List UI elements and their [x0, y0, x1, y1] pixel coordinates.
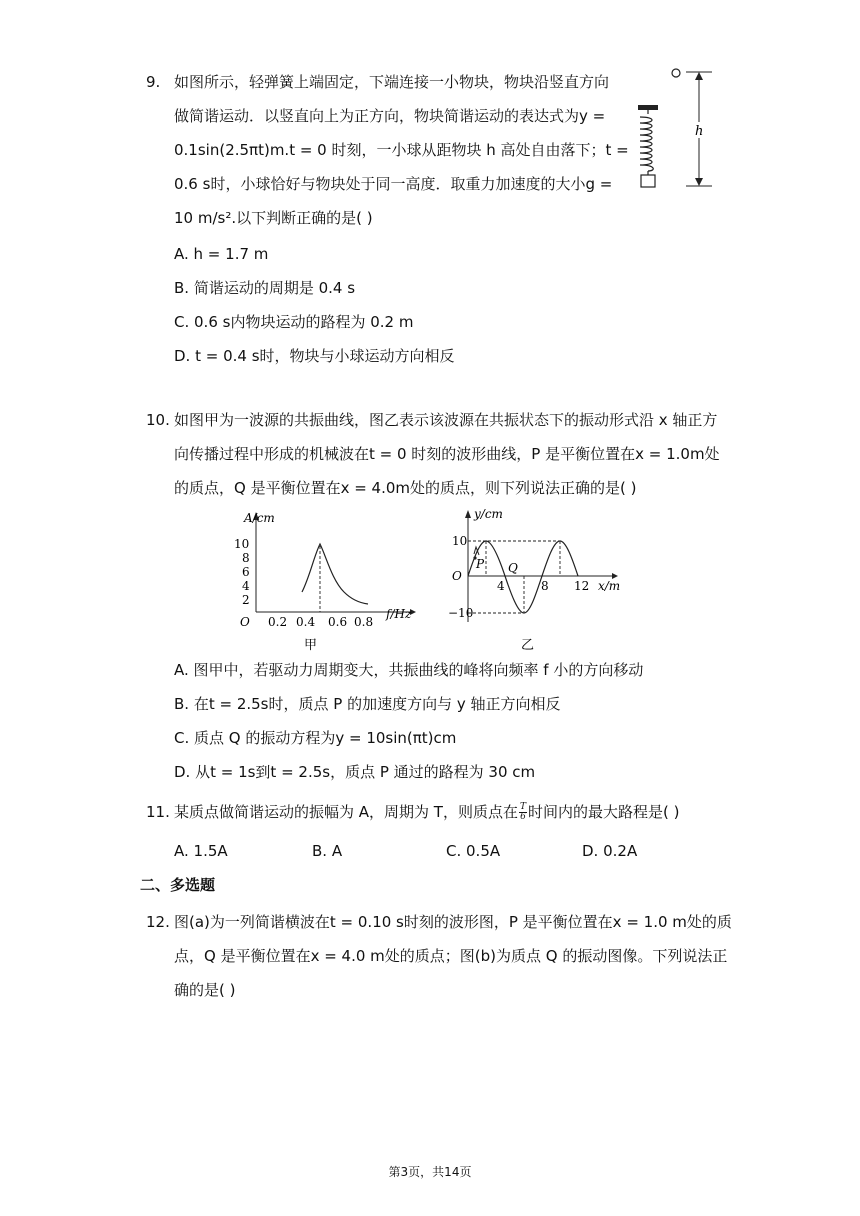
ball-icon [672, 69, 680, 77]
jia-xtick-0.4: 0.4 [296, 615, 316, 629]
q12-line-2: 点，Q 是平衡位置在x = 4.0 m处的质点；图(b)为质点 Q 的振动图像。下列说法正 [174, 947, 728, 965]
q11-option-a: A. 1.5A [174, 842, 228, 860]
q9-line-4: 0.6 s时，小球恰好与物块处于同一高度．取重力加速度的大小g = [174, 175, 613, 193]
yi-label-p: P [476, 557, 485, 571]
q9-spring-figure [630, 62, 720, 194]
fig-jia-resonance-curve [228, 506, 428, 654]
yi-xtick-12: 12 [574, 579, 590, 593]
q12-line-1: 图(a)为一列简谐横波在t = 0.10 s时刻的波形图，P 是平衡位置在x = 1.0 m处的质 [174, 913, 732, 931]
q11-option-d: D. 0.2A [582, 842, 638, 860]
jia-origin: O [240, 615, 250, 629]
page-footer: 第3页，共14页 [388, 1165, 472, 1179]
q11-text-before: 某质点做简谐运动的振幅为 A，周期为 T，则质点在 [174, 803, 518, 821]
jia-resonance-curve [302, 544, 368, 604]
yi-origin: O [452, 569, 462, 583]
q10-option-c: C. 质点 Q 的振动方程为y = 10sin(πt)cm [174, 729, 457, 747]
q9-line-2: 做简谐运动．以竖直向上为正方向，物块简谐运动的表达式为y = [174, 107, 606, 125]
jia-xlabel: f/Hz [386, 607, 412, 621]
q9-line-5: 10 m/s².以下判断正确的是( ) [174, 209, 373, 227]
yi-ytick-top: 10 [452, 534, 468, 548]
q11-option-c: C. 0.5A [446, 842, 501, 860]
h-arrow-down [695, 178, 703, 186]
jia-ytick-10: 10 [234, 537, 250, 551]
q11-fraction [519, 803, 527, 822]
jia-xtick-0.6: 0.6 [328, 615, 348, 629]
spring-coil [640, 110, 653, 175]
jia-ytick-8: 8 [242, 551, 250, 565]
q9-line-3: 0.1sin(2.5πt)m.t = 0 时刻，一小球从距物块 h 高处自由落下；t = [174, 141, 629, 159]
yi-label-q: Q [508, 561, 518, 575]
jia-caption: 甲 [304, 638, 318, 653]
jia-xtick-0.8: 0.8 [354, 615, 374, 629]
yi-xtick-4: 4 [497, 579, 505, 593]
yi-xtick-8: 8 [541, 579, 549, 593]
yi-caption: 乙 [521, 638, 535, 653]
q12-line-3: 确的是( ) [174, 981, 236, 999]
q11-frac-num: T [519, 801, 526, 812]
yi-ytick-bottom: −10 [448, 606, 474, 620]
q12-number: 12. [146, 913, 170, 931]
q11-text-after: 时间内的最大路程是( ) [527, 803, 680, 821]
yi-y-arrow [465, 510, 471, 518]
q11-frac-den: 6 [520, 811, 526, 822]
yi-xlabel: x/m [598, 579, 621, 593]
q9-line-1: 如图所示，轻弹簧上端固定，下端连接一小物块，物块沿竖直方向 [174, 73, 610, 91]
q9-option-c: C. 0.6 s内物块运动的路程为 0.2 m [174, 313, 414, 331]
q9-option-d: D. t = 0.4 s时，物块与小球运动方向相反 [174, 347, 455, 365]
spring-mount [638, 105, 658, 110]
yi-wave-curve [468, 541, 578, 613]
q9-option-b: B. 简谐运动的周期是 0.4 s [174, 279, 356, 297]
q9-number: 9. [146, 73, 161, 91]
block-icon [641, 175, 655, 187]
q10-option-a: A. 图甲中，若驱动力周期变大，共振曲线的峰将向频率 f 小的方向移动 [174, 661, 644, 679]
q11-number: 11. [146, 803, 170, 821]
q10-line-3: 的质点，Q 是平衡位置在x = 4.0m处的质点，则下列说法正确的是( ) [174, 479, 637, 497]
jia-xtick-0.2: 0.2 [268, 615, 288, 629]
q11-option-b: B. A [312, 842, 343, 860]
fig-yi-wave-curve [448, 506, 628, 654]
jia-ytick-4: 4 [242, 579, 250, 593]
section-multiple-choice-title: 二、多选题 [140, 876, 216, 894]
q10-line-1: 如图甲为一波源的共振曲线，图乙表示该波源在共振状态下的振动形式沿 x 轴正方 [174, 411, 718, 429]
q10-option-b: B. 在t = 2.5s时，质点 P 的加速度方向与 y 轴正方向相反 [174, 695, 561, 713]
h-label: h [695, 124, 704, 139]
q11-stem [174, 802, 679, 822]
yi-ylabel: y/cm [474, 507, 503, 521]
q10-option-d: D. 从t = 1s到t = 2.5s，质点 P 通过的路程为 30 cm [174, 763, 536, 781]
jia-ytick-6: 6 [242, 565, 250, 579]
q10-line-2: 向传播过程中形成的机械波在t = 0 时刻的波形曲线，P 是平衡位置在x = 1.0m处 [174, 445, 720, 463]
q9-option-a: A. h = 1.7 m [174, 245, 269, 263]
q10-number: 10. [146, 411, 170, 429]
jia-ylabel: A/cm [244, 511, 275, 525]
jia-ytick-2: 2 [242, 593, 250, 607]
h-arrow-up [695, 72, 703, 80]
